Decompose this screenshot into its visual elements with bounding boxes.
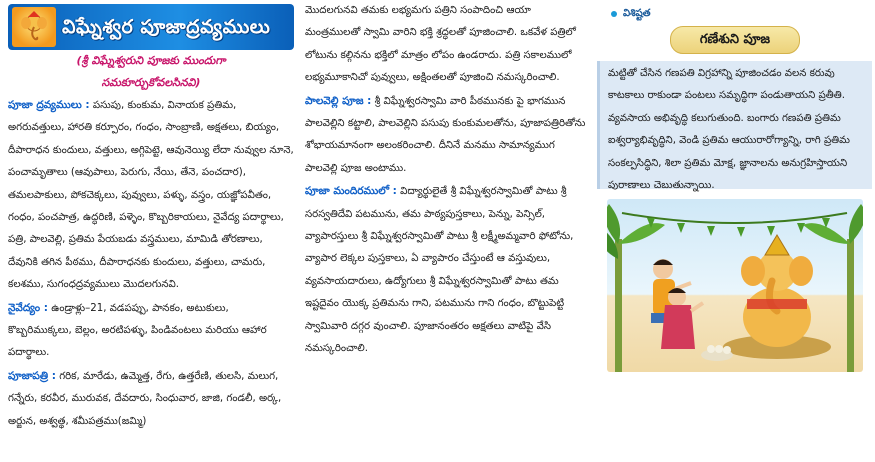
naivedyam-label: నైవేద్యం :	[8, 301, 48, 314]
pooja-items-label: పూజా ద్రవ్యములు :	[8, 99, 90, 111]
pooja-mandiram-label: పూజా మందిరములో :	[305, 185, 397, 198]
ganesha-puja-illustration	[607, 199, 863, 372]
poojapatri-text: గరిక, మారేడు, ఉమ్మెత్త, రేగు, ఉత్తరేణి, తులసి, మలుగ, గన్నేరు, కరవీర, మురువక, దేవదారు, సింధువార, జాజి, గండలీ, అర్క, అర్జున, అశ్వత్థ, శమీపత్రము(జమ్మి)	[8, 370, 282, 427]
column-3	[597, 0, 872, 372]
palavelli-text: శ్రీ విఘ్నేశ్వరస్వామి వారి పీఠమునకు పై భాగమున పాలవెల్లిని కట్టాలి, పాలవెల్లిని పసుపు కుంకుమలతోను, పూజాపత్రిరితోను శోభాయమానంగా అలంకరించాలి. దీనినే మనము సామాన్యముగ పాలవెల్లి పూజ అంటాము.	[305, 95, 586, 174]
naivedyam-paragraph	[8, 297, 294, 365]
section-tag	[597, 3, 872, 25]
subheading-line-1: (శ్రీ విఘ్నేశ్వరుని పూజకు ముందుగా	[76, 54, 226, 67]
section-tag-label: విశిష్టత	[623, 7, 651, 19]
ganesh-pooja-heading: గణేశుని పూజ	[670, 26, 800, 54]
palavelli-paragraph	[305, 90, 587, 181]
pooja-mandiram-text: విద్యార్థులైతే శ్రీ విఘ్నేశ్వరస్వామితో పాటు శ్రీ సరస్వతిదేవి పటమును, తమ పాఠ్యపుస్తకాలు, పెన్ను, పెన్సిల్, వ్యాపారస్తులు శ్రీ విఘ్నేశ్వరస్వామితో పాటు శ్రీ లక్ష్మీఅమ్మవారి ఫోటోను, వ్యాపార లెక్కల పుస్తకాలు, ఏ వ్యాపారం చేస్తుంటే ఆ వస్తువులు, వ్యవసాయదారులు, ఉద్యోగులు శ్రీ విఘ్నేశ్వరస్వామితో పాటు తమ ఇష్టదైవం యొక్క ప్రతిమను గాని, పటమును గాని గంధం, బొట్టుపెట్టి స్వామివారి దగ్గర వుంచాలి. పూజానంతరం అక్షతలు వాటిపై వేసి నమస్కరించాలి.	[305, 186, 574, 355]
naivedyam-text: ఉండ్రాళ్లు–21, వడపప్పు, పానకం, అటుకులు, కొబ్బరిముక్కలు, బెల్లం, అరటిపళ్ళు, పిండివంటలు మరియు ఆహార పదార్థాలు.	[8, 302, 267, 359]
pooja-items-paragraph	[8, 94, 294, 297]
pooja-mandiram-paragraph	[305, 180, 587, 360]
poojapatri-paragraph	[8, 365, 294, 433]
poojapatri-label: పూజాపత్రి :	[8, 369, 56, 382]
column-2	[305, 0, 587, 361]
banner-title: విఘ్నేశ్వర పూజాద్రవ్యములు	[62, 15, 271, 38]
bullet-dot-icon	[611, 11, 617, 17]
patri-intro-paragraph: మొదలగునవి తమకు లభ్యమగు పత్రిని సంపాదించి ఆయా మంత్రములతో స్వామి వారిని భక్తి శ్రద్ధలతో పూజించాలి. ఒకవేళ పత్రిలో లోటును కల్గినను భక్తిలో మాత్రం లోపం ఉండరాదు. పత్రి సకాలములో లభ్యమూకానిచో పువ్వులు, అక్షింతలతో పూజించి నమస్కరించాలి.	[305, 5, 576, 84]
title-banner	[8, 4, 294, 50]
ganesha-icon	[12, 7, 56, 47]
subheading	[8, 50, 294, 94]
column-1	[8, 0, 294, 433]
significance-box: మట్టితో చేసిన గణపతి విగ్రహాన్ని పూజించడం వలన కరువు కాటకాలు రాకుండా పంటలు సమృద్ధిగా పండుతాయని ప్రతీతి. వ్యవసాయ అభివృద్ధి కలుగుతుంది. బంగారు గణపతి ప్రతిమ ఐశ్వర్యాభివృద్ధిని, వెండి ప్రతిమ ఆయురారోగ్యాన్ని, రాగి ప్రతిమ సంకల్పసిద్ధిని, శిలా ప్రతిమ మోక్ష, జ్ఞానాలను అనుగ్రహిస్తాయని పురాణాలు చెబుతున్నాయి.	[597, 61, 872, 189]
palavelli-label: పాలవెల్లి పూజ :	[305, 94, 372, 107]
subheading-line-2: సమకూర్చుకోవలసినవి)	[101, 76, 201, 89]
pooja-items-text: పసుపు, కుంకుమ, వినాయక ప్రతిమ, అగరువత్తులు, హారతి కర్పూరం, గంధం, సాంబ్రాణి, అక్షతలు, బియ్యం, దీపారాధన కుందులు, వత్తులు, అగ్గిపెట్టె, ఆవునెయ్యి లేదా నువ్వుల నూనె, పంచామృతాలు (ఆవుపాలు, పెరుగు, నేయి, తేనె, పంచదార), తమలపాకులు, పోకచెక్కలు, పువ్వులు, పళ్ళు, వస్త్రం, యజ్ఞోపవీతం, గంధం, పంచపాత్ర, ఉద్ధరిణి, పళ్ళెం, కొబ్బరికాయలు, నైవేద్య పదార్థాలు, పత్రి, పాలవెల్లి, ప్రతిమ పేయబడు వస్త్రములు, మామిడి తోరణాలు, దేవునికి తగిన పీఠము, దీపారాధనకు కుందులు, వత్తులు, చామరు, కలశము, సుగంధద్రవ్యములు మొదలగునవి.	[8, 100, 294, 291]
